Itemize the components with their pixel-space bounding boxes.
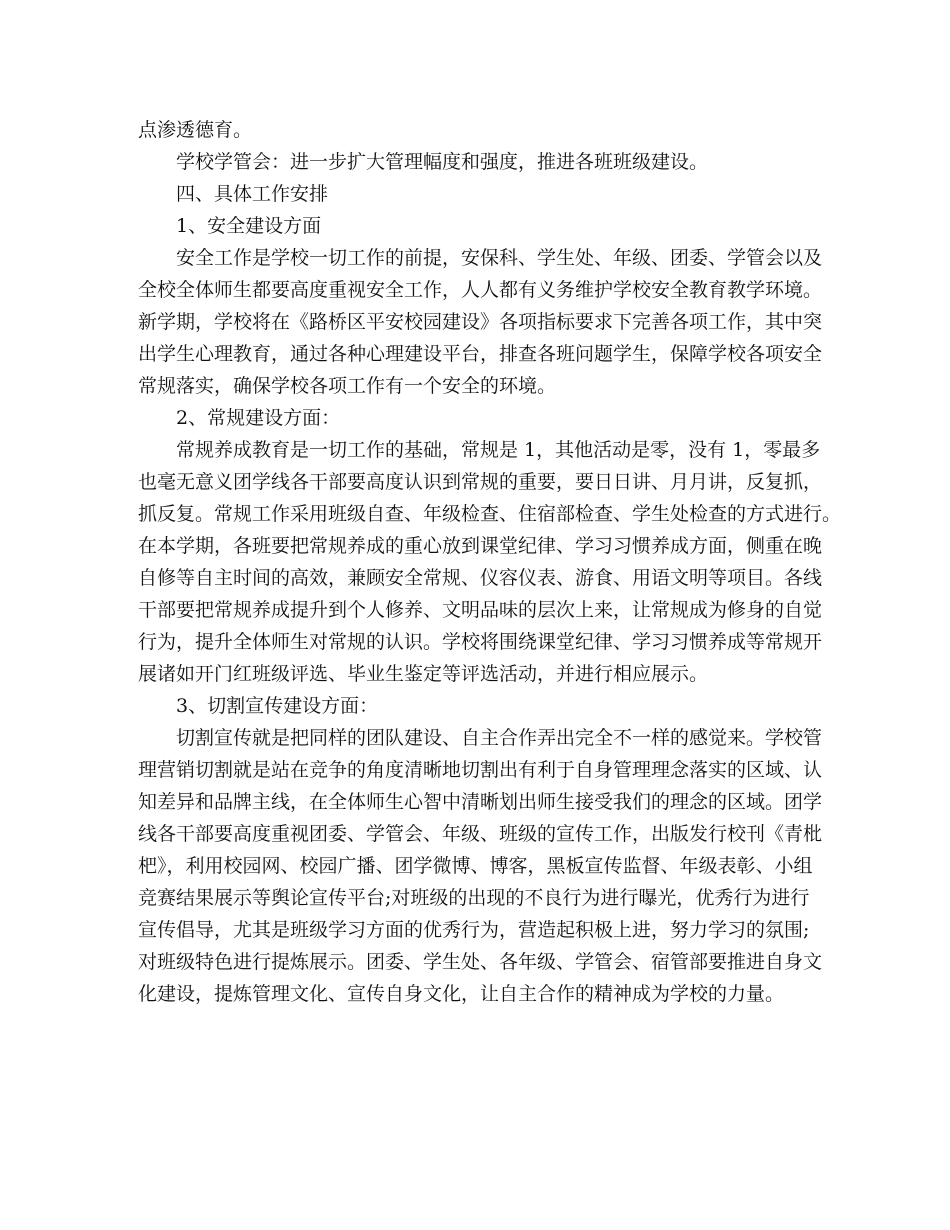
paragraph-line: 安全工作是学校一切工作的前提，安保科、学生处、年级、团委、学管会以及 — [176, 247, 823, 269]
text-line: 化建设，提炼管理文化、宣传自身文化，让自主合作的精神成为学校的力量。 — [138, 983, 785, 1005]
paragraph-line: 常规养成教育是一切工作的基础，常规是 1，其他活动是零，没有 1，零最多 — [176, 439, 821, 461]
text-line: 全校全体师生都要高度重视安全工作，人人都有义务维护学校安全教育教学环境。 — [138, 279, 823, 301]
text-line: 抓反复。常规工作采用班级自查、年级检查、住宿部检查、学生处检查的方式进行。 — [138, 503, 842, 525]
text-line: 竞赛结果展示等舆论宣传平台;对班级的出现的不良行为进行曝光，优秀行为进行 — [138, 887, 810, 909]
text-line: 自修等自主时间的高效，兼顾安全常规、仪容仪表、游食、用语文明等项目。各线 — [138, 567, 823, 589]
text-line: 知差异和品牌主线，在全体师生心智中清晰划出师生接受我们的理念的区域。团学 — [138, 791, 823, 813]
text-line: 杷》，利用校园网、校园广播、团学微博、博客，黑板宣传监督、年级表彰、小组 — [138, 855, 813, 877]
text-line: 新学期，学校将在《路桥区平安校园建设》各项指标要求下完善各项工作，其中突 — [138, 311, 823, 333]
subsection-heading: 1、安全建设方面 — [176, 215, 322, 237]
text-line: 对班级特色进行提炼展示。团委、学生处、各年级、学管会、宿管部要推进自身文 — [138, 951, 823, 973]
subsection-heading: 3、切割宣传建设方面： — [176, 695, 379, 717]
subsection-heading: 2、常规建设方面： — [176, 407, 341, 429]
text-line: 在本学期，各班要把常规养成的重心放到课堂纪律、学习习惯养成方面，侧重在晚 — [138, 535, 823, 557]
document-body — [138, 114, 842, 1010]
text-line: 行为，提升全体师生对常规的认识。学校将围绕课堂纪律、学习习惯养成等常规开 — [138, 631, 823, 653]
text-line: 也毫无意义团学线各干部要高度认识到常规的重要，要日日讲、月月讲，反复抓， — [138, 471, 823, 493]
section-heading: 四、具体工作安排 — [176, 183, 329, 205]
text-line: 宣传倡导，尤其是班级学习方面的优秀行为，营造起积极上进，努力学习的氛围; — [138, 919, 810, 941]
paragraph-line: 切割宣传就是把同样的团队建设、自主合作弄出完全不一样的感觉来。学校管 — [176, 727, 823, 749]
text-line: 理营销切割就是站在竞争的角度清晰地切割出有利于自身管理理念落实的区域、认 — [138, 759, 823, 781]
text-line: 常规落实，确保学校各项工作有一个安全的环境。 — [138, 375, 557, 397]
text-line: 干部要把常规养成提升到个人修养、文明品味的层次上来，让常规成为修身的自觉 — [138, 599, 823, 621]
text-line: 出学生心理教育，通过各种心理建设平台，排查各班问题学生，保障学校各项安全 — [138, 343, 823, 365]
text-line: 点渗透德育。 — [138, 119, 253, 141]
text-line: 线各干部要高度重视团委、学管会、年级、班级的宣传工作，出版发行校刊《青枇 — [138, 823, 823, 845]
text-line: 展诸如开门红班级评选、毕业生鉴定等评选活动，并进行相应展示。 — [138, 663, 709, 685]
paragraph-line: 学校学管会：进一步扩大管理幅度和强度，推进各班班级建设。 — [176, 151, 709, 173]
